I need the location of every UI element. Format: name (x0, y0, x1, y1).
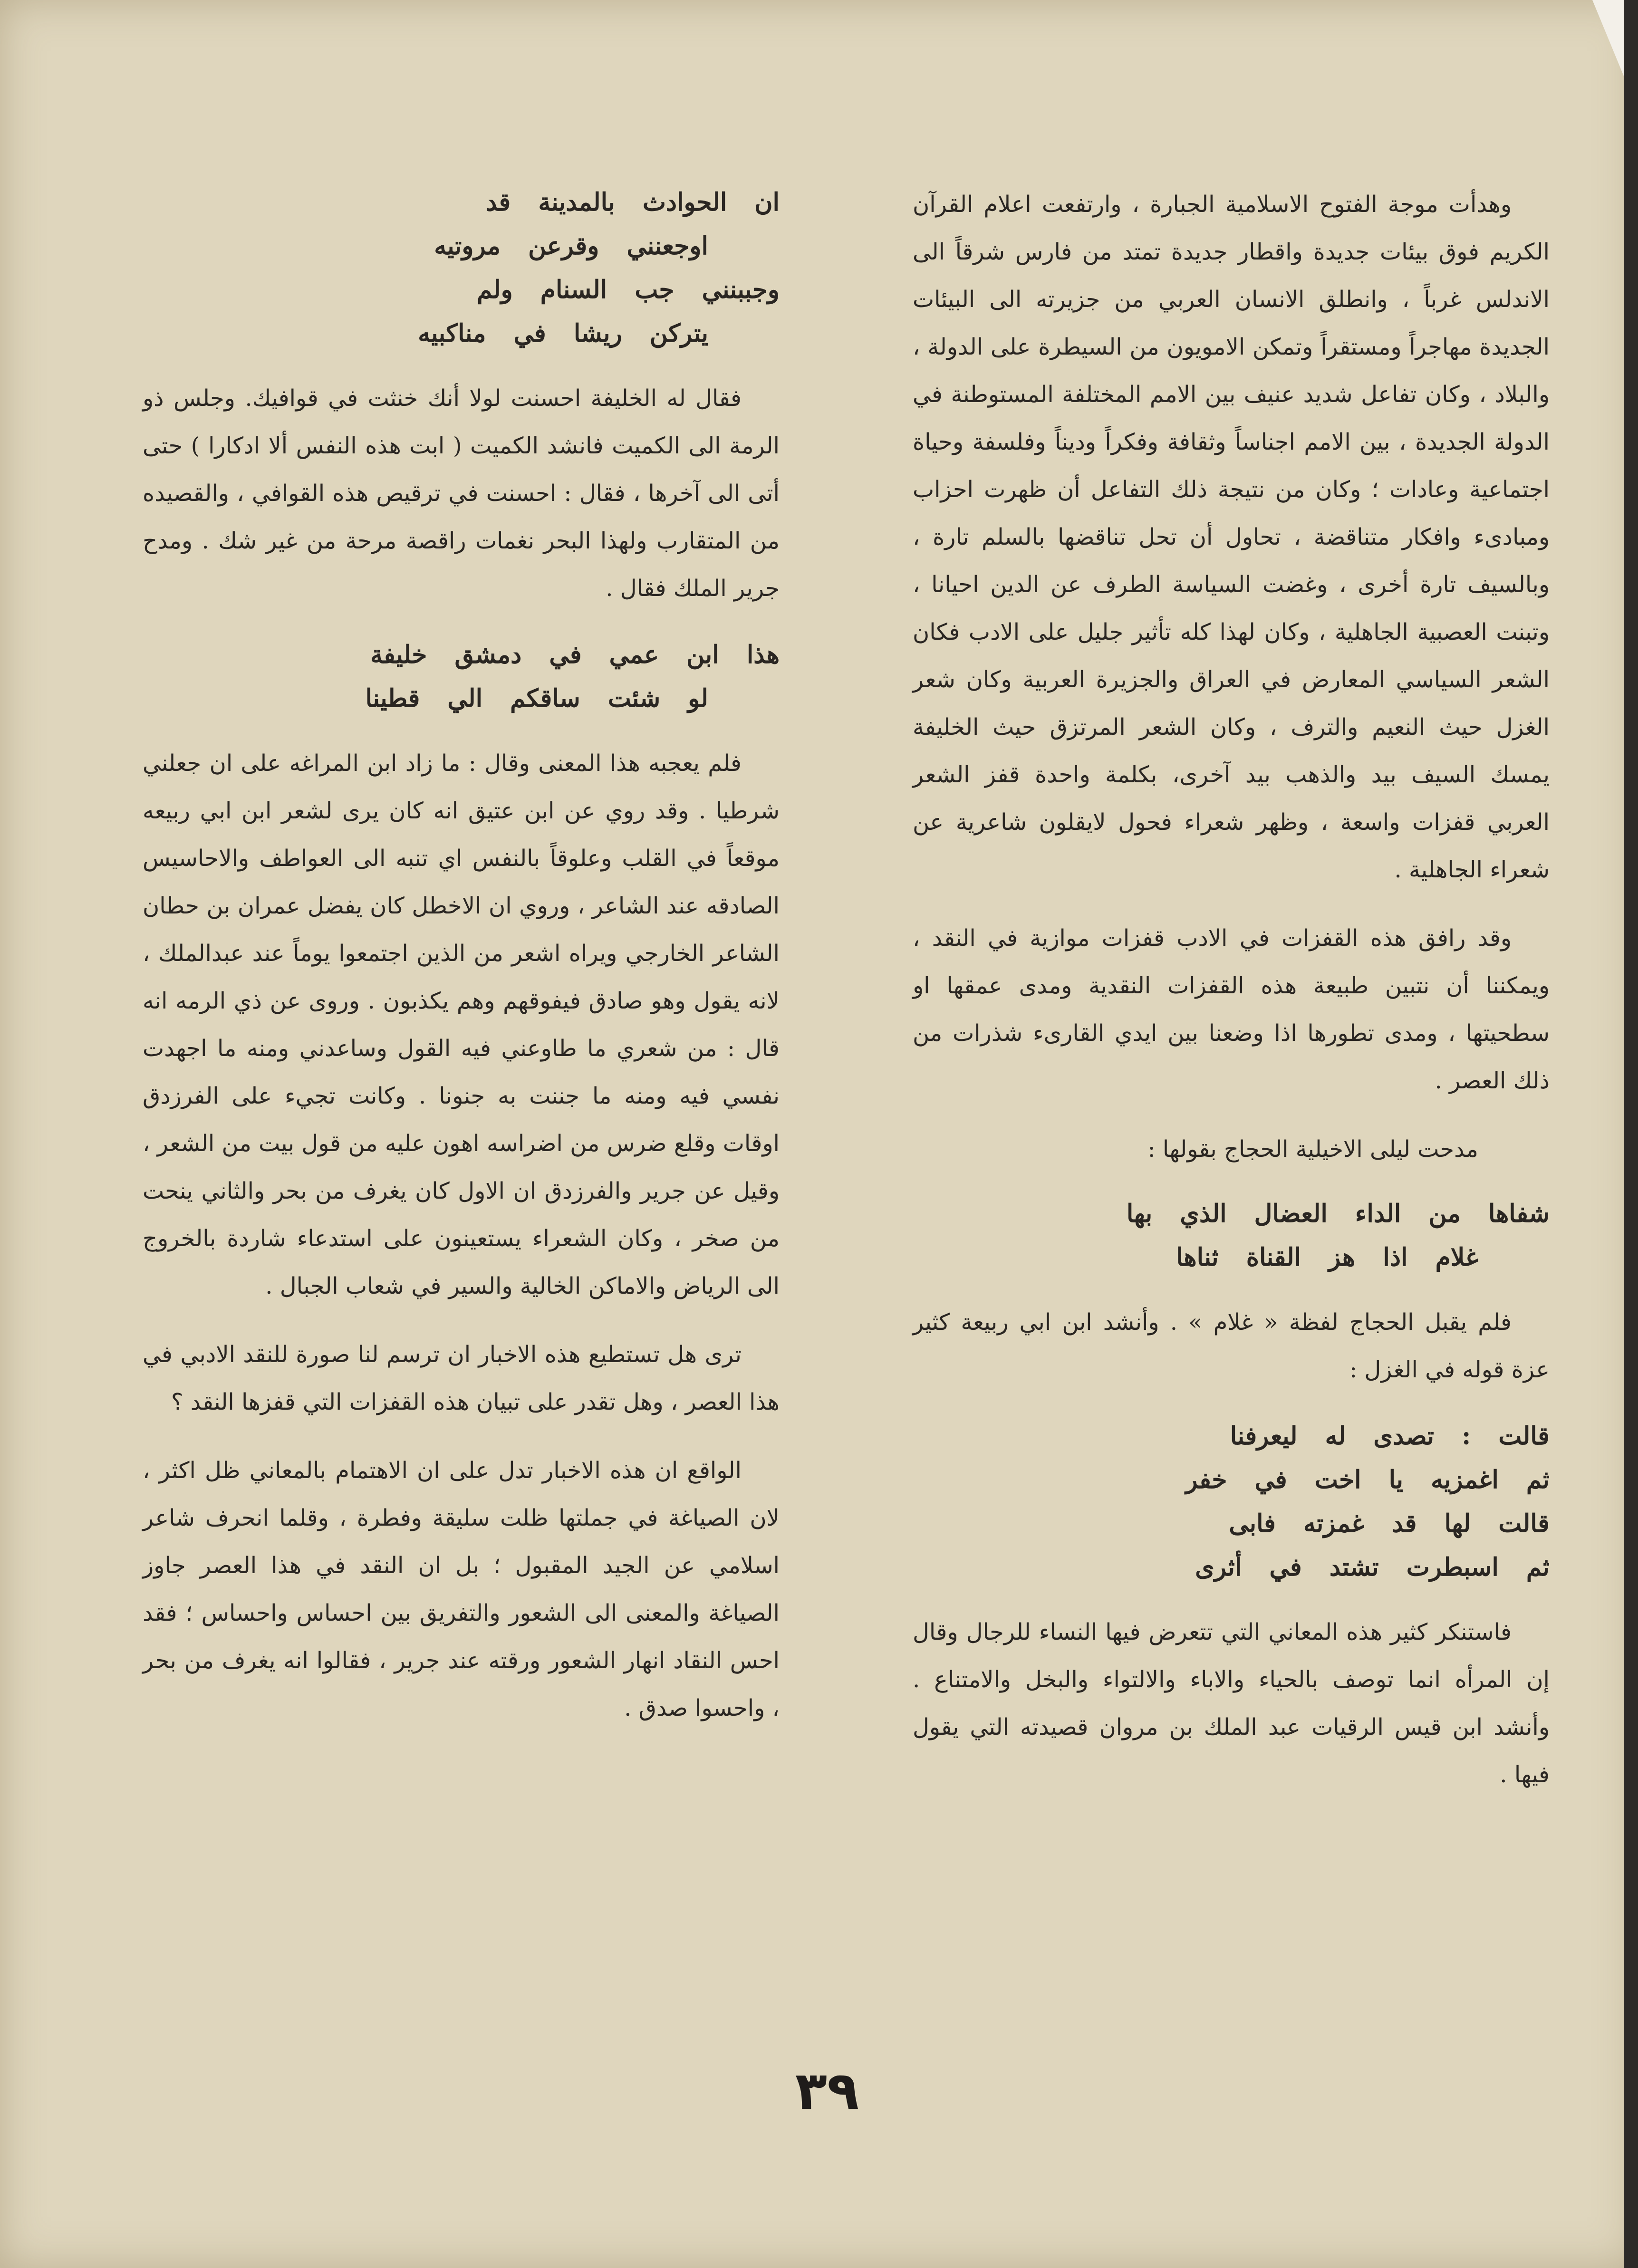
verse-line: وجببنني جب السنام ولم (477, 275, 780, 304)
paragraph-5: فقال له الخليفة احسنت لولا أنك خنثت في قوافيك. وجلس ذو الرمة الى الكميت فانشد الكميت ( ابت هذه النفس ألا ادكارا ) حتى أتى الى آخرها ، فقال : احسنت في ترقيص هذه القوافي ، والقصيده من المتقارب ولهذا البحر نغمات راقصة مرحة من غير شك . ومدح جرير الملك فقال . (143, 385, 780, 602)
verse-block-4 (143, 633, 780, 721)
page-number: ٣٩ (795, 2060, 859, 2121)
paragraph-6: فلم يعجبه هذا المعنى وقال : ما زاد ابن المراغه على ان جعلني شرطيا . وقد روي عن ابن عتيق انه كان يرى لشعر ابن ابي ربيعه موقعاً في القلب وعلوقاً بالنفس اي تنبه الى العواطف والاحاسيس الصادقه عند الشاعر ، وروي ان الاخطل كان يفضل عمران بن حطان الشاعر الخارجي ويراه اشعر من الذين اجتمعوا يوماً عند عبدالملك ، لانه يقول وهو صادق فيفوقهم وهم يكذبون . وروى عن ذي الرمه انه قال : من شعري ما طاوعني فيه القول وساعدني ومنه ما اجهدت نفسي فيه ومنه ما جننت به جنونا . وكانت تجيء على الفرزدق اوقات وقلع ضرس من اضراسه اهون عليه من قول بيت من الشعر ، وقيل عن جرير والفرزدق ان الاول كان يغرف من بحر والثاني ينحت من صخر ، وكان الشعراء يستعينون على استدعاء شاردة بالخروج الى الرياض والاماكن الخالية والسير في شعاب الجبال . (143, 750, 780, 1299)
right-column (913, 181, 1550, 1819)
left-column (143, 181, 780, 1753)
verse-block-2 (913, 1414, 1550, 1589)
verse-line: ثم اسبطرت تشتد في أثرى (1195, 1553, 1550, 1582)
verse-line: قالت : تصدى له ليعرفنا (1230, 1422, 1550, 1451)
paragraph-4: فاستنكر كثير هذه المعاني التي تتعرض فيها النساء للرجال وقال إن المرأه انما توصف بالحياء والاباء والالتواء والبخل والامتناع . وأنشد ابن قيس الرقيات عبد الملك بن مروان قصيدته التي يقول فيها . (913, 1619, 1550, 1788)
verse-line: يتركن ريشا في مناكبيه (418, 319, 708, 348)
verse-block-3 (143, 181, 780, 356)
paragraph-8: الواقع ان هذه الاخبار تدل على ان الاهتمام بالمعاني ظل اكثر ، لان الصياغة في جملتها ظلت سليقة وفطرة ، وقلما انحرف شاعر اسلامي عن الجيد المقبول ؛ بل ان النقد في هذا العصر جاوز الصياغة والمعنى الى الشعور والتفريق بين احساس واحساس ؛ فقد احس النقاد انهار الشعور ورقته عند جرير ، فقالوا انه يغرف من بحر ، واحسوا صدق . (143, 1457, 780, 1721)
verse-intro-1: مدحت ليلى الاخيلية الحجاج بقولها : (1147, 1136, 1478, 1163)
paragraph-1: وهدأت موجة الفتوح الاسلامية الجبارة ، وارتفعت اعلام القرآن الكريم فوق بيئات جديدة واقطار جديدة تمتد من فارس شرقاً الى الاندلس غرباً ، وانطلق الانسان العربي من جزيرته الى البيئات الجديدة مهاجراً ومستقراً وتمكن الامويون من السيطرة على الدولة ، والبلاد ، وكان تفاعل شديد عنيف بين الامم المختلفة المستوطنة في الدولة الجديدة ، بين الامم اجناساً وثقافة وفكراً وديناً وفلسفة وحياة اجتماعية وعادات ؛ وكان من نتيجة ذلك التفاعل أن ظهرت احزاب ومبادىء وافكار متناقضة ، تحاول أن تحل تناقضها بالسلم تارة ، وبالسيف تارة أخرى ، وغضت السياسة الطرف عن الدين احيانا ، وتبنت العصبية الجاهلية ، وكان لهذا كله تأثير جليل على الادب فكان الشعر السياسي المعارض في العراق والجزيرة العربية وكان شعر الغزل حيث النعيم والترف ، وكان الشعر المرتزق حيث الخليفة يمسك السيف بيد والذهب بيد آخرى، بكلمة واحدة قفز الشعر العربي قفزات واسعة ، وظهر شعراء فحول لايقلون شاعرية عن شعراء الجاهلية . (913, 191, 1550, 883)
verse-line: غلام اذا هز القناة ثناها (1176, 1243, 1478, 1272)
paragraph-2: وقد رافق هذه القفزات في الادب قفزات موازية في النقد ، ويمكننا أن نتبين طبيعة هذه القفزات النقدية ومدى عمقها او سطحيتها ، ومدى تطورها اذا وضعنا بين ايدي القارىء شذرات من ذلك العصر . (913, 925, 1550, 1094)
verse-line: شفاها من الداء العضال الذي بها (1126, 1199, 1550, 1228)
verse-line: ان الحوادث بالمدينة قد (486, 188, 780, 217)
scan-corner (1567, 0, 1624, 76)
verse-line: اوجعنني وقرعن مروتيه (434, 231, 708, 260)
verse-line: هذا ابن عمي في دمشق خليفة (370, 640, 780, 669)
scan-edge-dark (1624, 0, 1638, 2268)
verse-line: قالت لها قد غمزته فابى (1229, 1509, 1550, 1538)
paragraph-3: فلم يقبل الحجاج لفظة « غلام » . وأنشد ابن ابي ربيعة كثير عزة قوله في الغزل : (913, 1309, 1550, 1383)
verse-block-1 (913, 1192, 1550, 1279)
verse-line: لو شئت ساقكم الي قطينا (365, 684, 708, 713)
paragraph-7: ترى هل تستطيع هذه الاخبار ان ترسم لنا صورة للنقد الادبي في هذا العصر ، وهل تقدر على تبيان هذه القفزات التي قفزها النقد ؟ (143, 1341, 780, 1415)
verse-line: ثم اغمزيه يا اخت في خفر (1185, 1465, 1550, 1494)
